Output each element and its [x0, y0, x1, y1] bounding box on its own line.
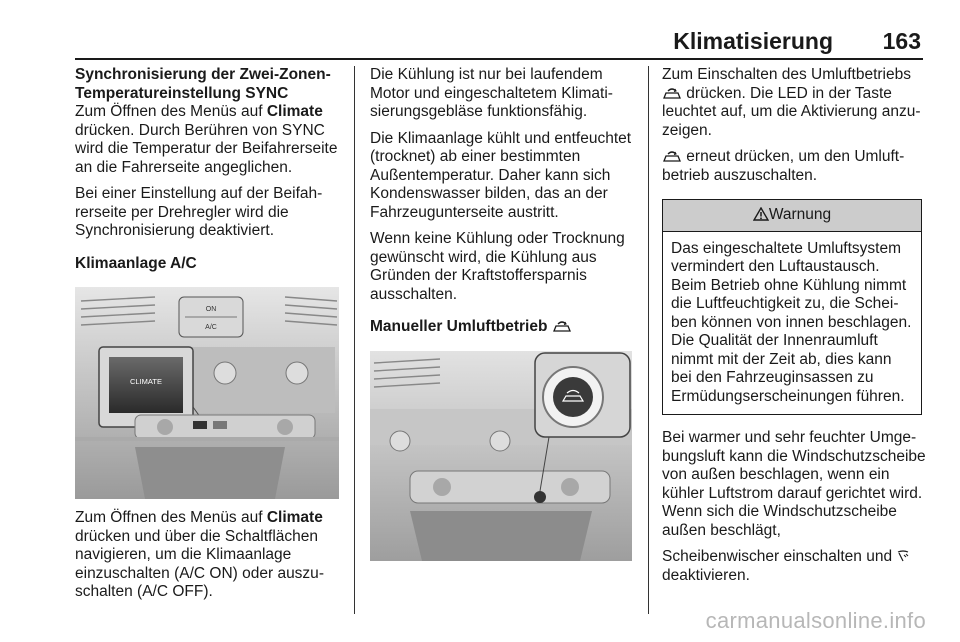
- recirc-paragraph-1: [662, 66, 926, 140]
- climate-label: CLIMATE: [130, 377, 162, 386]
- cooling-paragraph-1: Die Kühlung ist nur bei laufendem Motor und eingeschaltetem Klimatisierungsgebläse funktionsfähig.: [370, 66, 613, 120]
- recirculation-car-icon: [552, 321, 572, 333]
- recirc-heading: [370, 318, 634, 337]
- column-left: [75, 66, 345, 610]
- sync-paragraph-1: [75, 103, 345, 177]
- recirculation-car-icon: [662, 88, 682, 100]
- fog-paragraph: Bei warmer und sehr feuchter Umgebungsluft kann die Windschutzscheibe von außen beschlagen, wenn ein kühler Luftstrom darauf gerichtet wird. Wenn sich die Windschutzscheibe außen beschlägt,: [662, 429, 926, 539]
- sync-heading: Synchronisierung der Zwei-Zonen-Temperatureinstellung SYNC: [75, 66, 331, 102]
- page-number: 163: [882, 28, 921, 54]
- warning-title: Warnung: [768, 206, 832, 223]
- sync-paragraph-2: Bei einer Einstellung auf der Beifahrerseite per Drehregler wird die Synchronisierung deaktiviert.: [75, 185, 323, 239]
- climate-keyword: Climate: [266, 103, 323, 120]
- text: deaktivieren.: [662, 566, 750, 584]
- cooling-paragraph-2: Die Klimaanlage kühlt und entfeuchtet (trocknet) ab einer bestimmten Außentemperatur. Daher kann sich Kondenswasser bilden, das an der Fahrzeugunterseite austritt.: [370, 129, 632, 221]
- warning-triangle-icon: [753, 207, 769, 221]
- text: drücken und über die Schaltflächen navigieren, um die Klimaanlage einzuschalten (A/C ON) oder auszuschalten (A/C OFF).: [75, 527, 324, 600]
- column-divider: [354, 66, 355, 614]
- text: drücken. Durch Berühren von SYNC wird die Temperatur der Beifahrerseite an die Fahrerseite angeglichen.: [75, 121, 338, 176]
- windshield-wiper-icon: [896, 549, 910, 563]
- text: Scheibenwischer einschalten und: [662, 548, 893, 565]
- warning-text: Das eingeschaltete Umluftsystem vermindert den Luftaustausch. Beim Betrieb ohne Kühlung nimmt die Luftfeuchtigkeit zu, die Scheiben können von innen beschlagen. Die Qualität der Innenraumluft nimmt mit der Zeit ab, dies kann bei den Fahrzeuginsassen zu Ermüdungserscheinungen führen.: [671, 239, 912, 405]
- text: drücken. Die LED in der Taste leuchtet auf, um die Aktivierung anzuzeigen.: [662, 84, 921, 139]
- wiper-paragraph: [662, 548, 926, 585]
- recirculation-car-icon: [662, 151, 682, 163]
- ac-heading: Klimaanlage A/C: [75, 254, 197, 272]
- recirc-paragraph-2: [662, 148, 926, 185]
- chapter-title: Klimatisierung: [673, 28, 833, 54]
- climate-panel-photo: [75, 287, 339, 499]
- ac-label: A/C: [205, 324, 217, 331]
- warning-box: [662, 199, 922, 415]
- text: Manueller Umluftbetrieb: [370, 318, 548, 335]
- ac-paragraph: [75, 509, 345, 602]
- climate-keyword: Climate: [266, 509, 323, 526]
- text: erneut drücken, um den Umluftbetrieb auszuschalten.: [662, 148, 905, 184]
- header-rule: [75, 58, 923, 60]
- on-label: ON: [205, 306, 217, 313]
- column-divider: [648, 66, 649, 614]
- cooling-paragraph-3: Wenn keine Kühlung oder Trocknung gewünscht wird, die Kühlung aus Gründen der Kraftstoffersparnis ausschalten.: [370, 230, 625, 303]
- recirculation-panel-photo: [370, 351, 632, 561]
- page-header: [75, 20, 923, 60]
- watermark: carmanualsonline.info: [705, 608, 926, 633]
- text: Zum Einschalten des Umluftbetriebs: [662, 66, 911, 83]
- column-middle: [370, 66, 634, 571]
- warning-header: [663, 200, 921, 232]
- text: Zum Öffnen des Menüs auf: [75, 103, 267, 120]
- text: Zum Öffnen des Menüs auf: [75, 509, 267, 526]
- column-right: [662, 66, 926, 593]
